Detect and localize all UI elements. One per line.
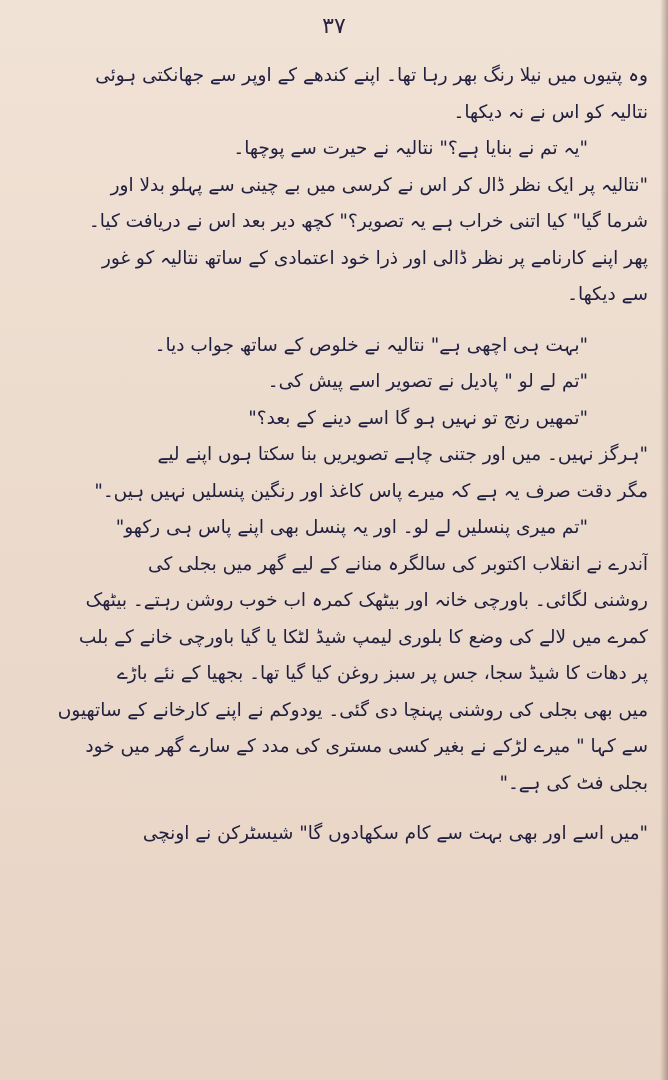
text-line: "بہت ہی اچھی ہے" نتالیہ نے خلوص کے ساتھ جواب دیا۔ bbox=[154, 334, 588, 356]
text-line: روشنی لگائی۔ باورچی خانہ اور بیٹھک کمرہ اب خوب روشن رہتے۔ بیٹھک bbox=[85, 590, 648, 611]
text-line: مگر دقت صرف یہ ہے کہ میرے پاس کاغذ اور رنگین پنسلیں نہیں ہیں۔" bbox=[94, 480, 648, 502]
text-line: "تم میری پنسلیں لے لو۔ اور یہ پنسل بھی اپنے پاس ہی رکھو" bbox=[115, 517, 588, 538]
text-line: سے دیکھا۔ bbox=[567, 284, 648, 305]
text-line: آندرے نے انقلاب اکتوبر کی سالگرہ منانے کے لیے گھر میں بجلی کی bbox=[148, 553, 648, 575]
body-text bbox=[18, 58, 648, 853]
page-edge-shadow bbox=[660, 0, 668, 1080]
text-line: "تمھیں رنج تو نہیں ہو گا اسے دینے کے بعد؟" bbox=[248, 407, 588, 429]
text-line: شرما گیا" کیا اتنی خراب ہے یہ تصویر؟" کچھ دیر بعد اس نے دریافت کیا۔ bbox=[88, 211, 648, 232]
text-line: پھر اپنے کارنامے پر نظر ڈالی اور ذرا خود اعتمادی کے ساتھ نتالیہ کو غور bbox=[101, 247, 648, 269]
text-line: "یہ تم نے بنایا ہے؟" نتالیہ نے حیرت سے پوچھا۔ bbox=[233, 138, 588, 159]
text-line: "تم لے لو " پادیل نے تصویر اسے پیش کی۔ bbox=[267, 371, 588, 392]
text-line: کمرے میں لالے کی وضع کا بلوری لیمپ شیڈ لٹکا یا گیا باورچی خانے کے بلب bbox=[78, 626, 648, 648]
text-line: "میں اسے اور بھی بہت سے کام سکھادوں گا" شیسٹرکن نے اونچی bbox=[142, 823, 648, 844]
text-line: "ہرگز نہیں۔ میں اور جتنی چاہے تصویریں بنا سکتا ہوں اپنے لیے bbox=[157, 444, 648, 465]
text-line: پر دھات کا شیڈ سجا، جس پر سبز روغن کیا گیا تھا۔ بجھیا کے نئے باڑے bbox=[116, 663, 648, 684]
text-line: سے کہا " میرے لڑکے نے بغیر کسی مستری کی مدد کے سارے گھر میں خود bbox=[85, 736, 648, 757]
page-number: ۳۷ bbox=[322, 14, 346, 39]
text-line: "نتالیہ پر ایک نظر ڈال کر اس نے کرسی میں بے چینی سے پہلو بدلا اور bbox=[110, 174, 648, 196]
text-line: بجلی فٹ کی ہے۔" bbox=[499, 772, 648, 794]
text-line: نتالیہ کو اس نے نہ دیکھا۔ bbox=[453, 101, 648, 123]
text-line: وہ پتیوں میں نیلا رنگ بھر رہا تھا۔ اپنے کندھے کے اوپر سے جھانکتی ہوئی bbox=[95, 65, 648, 86]
text-line: میں بھی بجلی کی روشنی پہنچا دی گئی۔ یودوکم نے اپنے کارخانے کے ساتھیوں bbox=[57, 699, 648, 721]
